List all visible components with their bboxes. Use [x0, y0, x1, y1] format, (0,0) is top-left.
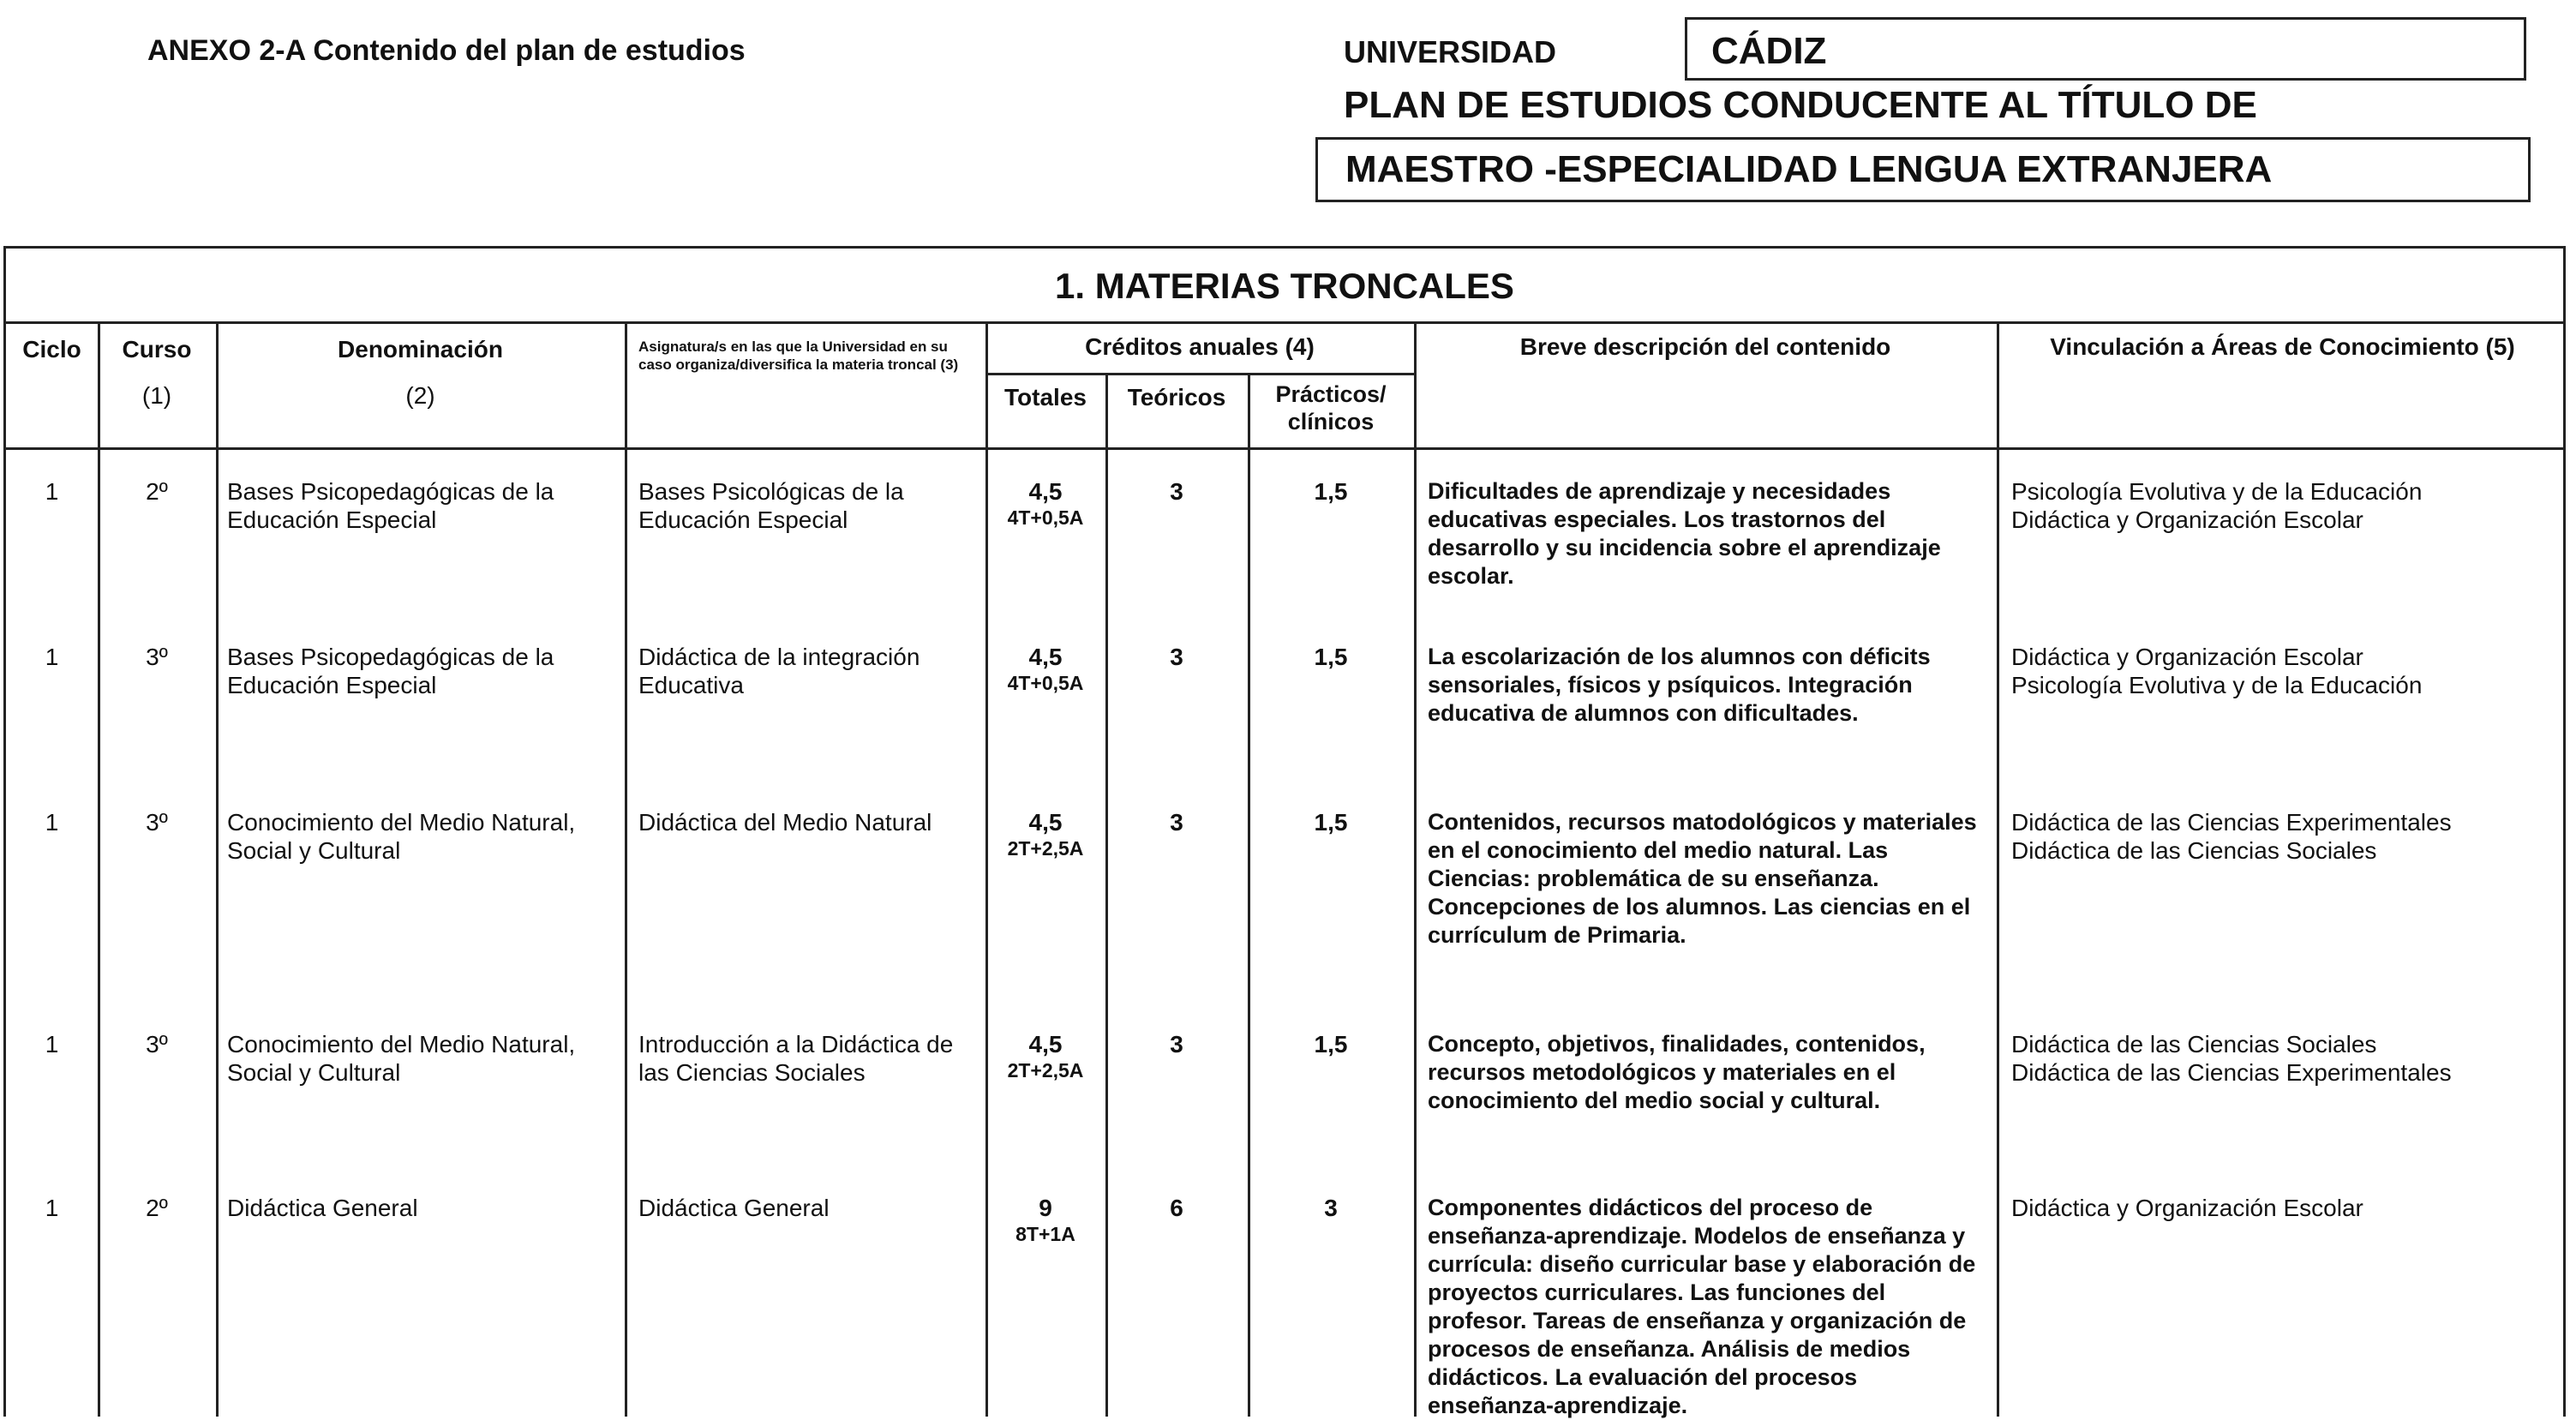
university-name: CÁDIZ [1711, 30, 1827, 72]
column-divider [1248, 373, 1250, 1417]
row4-ciclo: 1 [45, 1031, 59, 1058]
header-creditos: Créditos anuales (4) [1085, 333, 1315, 360]
header-practicos: Prácticos/ clínicos [1275, 381, 1387, 434]
header-bottom-line [6, 447, 2563, 450]
column-divider [1997, 324, 1999, 1417]
row5-areas [2011, 1194, 2564, 1222]
row1-teoricos: 3 [1170, 478, 1183, 505]
header-curso: Curso [122, 336, 192, 362]
university-label: UNIVERSIDAD [1344, 34, 1557, 69]
row1-totales-value: 4,5 [1028, 478, 1063, 505]
row2-totales [985, 643, 1105, 695]
row1-ciclo: 1 [45, 478, 59, 505]
row2-denominacion: Bases Psicopedagógicas de la Educación Especial [227, 644, 554, 698]
row5-teoricos: 6 [1170, 1195, 1183, 1221]
row1-totales-detail: 4T+0,5A [1007, 506, 1084, 529]
university-box [1685, 17, 2526, 81]
row3-descripcion: Contenidos, recursos matodológicos y materiales en el conocimiento del medio natural. Las Ciencias: problemática de su enseñanza. Concepciones de los alumnos. Las ciencias en el currículum de Primaria. [1428, 809, 1977, 948]
header-ciclo: Ciclo [22, 336, 81, 362]
row1-denominacion: Bases Psicopedagógicas de la Educación Especial [227, 478, 554, 533]
row3-asignatura: Didáctica del Medio Natural [638, 809, 932, 836]
row1-asignatura: Bases Psicológicas de la Educación Especial [638, 478, 904, 533]
row3-practicos: 1,5 [1314, 809, 1348, 836]
row4-teoricos: 3 [1170, 1031, 1183, 1058]
row4-curso: 3º [146, 1031, 168, 1058]
header-totales: Totales [1004, 384, 1087, 410]
column-divider [216, 324, 219, 1417]
row2-areas [2011, 643, 2564, 699]
row1-curso: 2º [146, 478, 168, 505]
row5-totales [985, 1194, 1105, 1246]
row1-totales [985, 477, 1105, 530]
degree-box [1315, 137, 2531, 202]
column-divider [1105, 373, 1108, 1417]
row2-area: Psicología Evolutiva y de la Educación [2011, 672, 2423, 698]
row3-denominacion: Conocimiento del Medio Natural, Social y Cultural [227, 809, 576, 864]
row1-areas [2011, 477, 2564, 534]
row3-area: Didáctica de las Ciencias Experimentales [2011, 809, 2452, 836]
plan-title: PLAN DE ESTUDIOS CONDUCENTE AL TÍTULO DE [1344, 84, 2257, 126]
degree-name: MAESTRO -ESPECIALIDAD LENGUA EXTRANJERA [1345, 148, 2273, 190]
row3-ciclo: 1 [45, 809, 59, 836]
row2-curso: 3º [146, 644, 168, 670]
row4-area: Didáctica de las Ciencias Experimentales [2011, 1059, 2452, 1086]
row4-area: Didáctica de las Ciencias Sociales [2011, 1031, 2377, 1058]
row2-asignatura: Didáctica de la integración Educativa [638, 644, 920, 698]
row3-curso: 3º [146, 809, 168, 836]
row5-curso: 2º [146, 1195, 168, 1221]
row1-descripcion: Dificultades de aprendizaje y necesidades educativas especiales. Los trastornos del desarrollo y su incidencia sobre el aprendizaje escolar. [1428, 478, 1941, 589]
header-descripcion: Breve descripción del contenido [1519, 333, 1891, 360]
row4-totales-detail: 2T+2,5A [1007, 1059, 1084, 1081]
header-denominacion: Denominación [338, 336, 503, 362]
row3-area: Didáctica de las Ciencias Sociales [2011, 837, 2377, 864]
row3-totales-detail: 2T+2,5A [1007, 837, 1084, 860]
credits-header-divider [985, 373, 1414, 375]
column-divider [1414, 324, 1417, 1417]
row1-area: Psicología Evolutiva y de la Educación [2011, 478, 2423, 505]
row4-practicos: 1,5 [1314, 1031, 1348, 1058]
row5-totales-value: 9 [1039, 1195, 1052, 1221]
row5-asignatura: Didáctica General [638, 1195, 830, 1221]
row5-practicos: 3 [1324, 1195, 1338, 1221]
row3-totales [985, 808, 1105, 860]
header-teoricos: Teóricos [1127, 384, 1226, 410]
row4-descripcion: Concepto, objetivos, finalidades, contenidos, recursos metodológicos y materiales en el conocimiento del medio social y cultural. [1428, 1031, 1926, 1113]
curriculum-table [3, 246, 2566, 1417]
row2-teoricos: 3 [1170, 644, 1183, 670]
row4-totales [985, 1030, 1105, 1082]
row5-totales-detail: 8T+1A [1015, 1223, 1075, 1245]
row2-area: Didáctica y Organización Escolar [2011, 644, 2363, 670]
row2-totales-detail: 4T+0,5A [1007, 672, 1084, 694]
row2-ciclo: 1 [45, 644, 59, 670]
row4-totales-value: 4,5 [1028, 1031, 1063, 1058]
row2-totales-value: 4,5 [1028, 644, 1063, 670]
row3-teoricos: 3 [1170, 809, 1183, 836]
row5-denominacion: Didáctica General [227, 1195, 418, 1221]
annex-title: ANEXO 2-A Contenido del plan de estudios [147, 34, 746, 67]
row1-area: Didáctica y Organización Escolar [2011, 506, 2363, 533]
row3-totales-value: 4,5 [1028, 809, 1063, 836]
row3-areas [2011, 808, 2564, 865]
header-denominacion-note: (2) [405, 382, 435, 409]
column-divider [625, 324, 627, 1417]
row1-practicos: 1,5 [1314, 478, 1348, 505]
row5-area: Didáctica y Organización Escolar [2011, 1195, 2363, 1221]
section-title: 1. MATERIAS TRONCALES [6, 249, 2563, 324]
header-asignatura: Asignatura/s en las que la Universidad en su caso organiza/diversifica la materia troncal (3) [638, 339, 959, 373]
row5-descripcion: Componentes didácticos del proceso de enseñanza-aprendizaje. Modelos de enseñanza y currícula: diseño curricular base y elaboración de proyectos curriculares. Las funciones del profesor. Tareas de enseñanza y organización de procesos de enseñanza. Análisis de medios didácticos. La evaluación del procesos enseñanza-aprendizaje. [1428, 1195, 1976, 1418]
row4-asignatura: Introducción a la Didáctica de las Ciencias Sociales [638, 1031, 954, 1086]
row4-denominacion: Conocimiento del Medio Natural, Social y Cultural [227, 1031, 576, 1086]
row2-practicos: 1,5 [1314, 644, 1348, 670]
header-curso-note: (1) [141, 382, 172, 409]
row5-ciclo: 1 [45, 1195, 59, 1221]
row4-areas [2011, 1030, 2564, 1087]
header-vinculacion: Vinculación a Áreas de Conocimiento (5) [2050, 333, 2515, 360]
row2-descripcion: La escolarización de los alumnos con déficits sensoriales, físicos y psíquicos. Integración educativa de alumnos con dificultades. [1428, 644, 1931, 726]
